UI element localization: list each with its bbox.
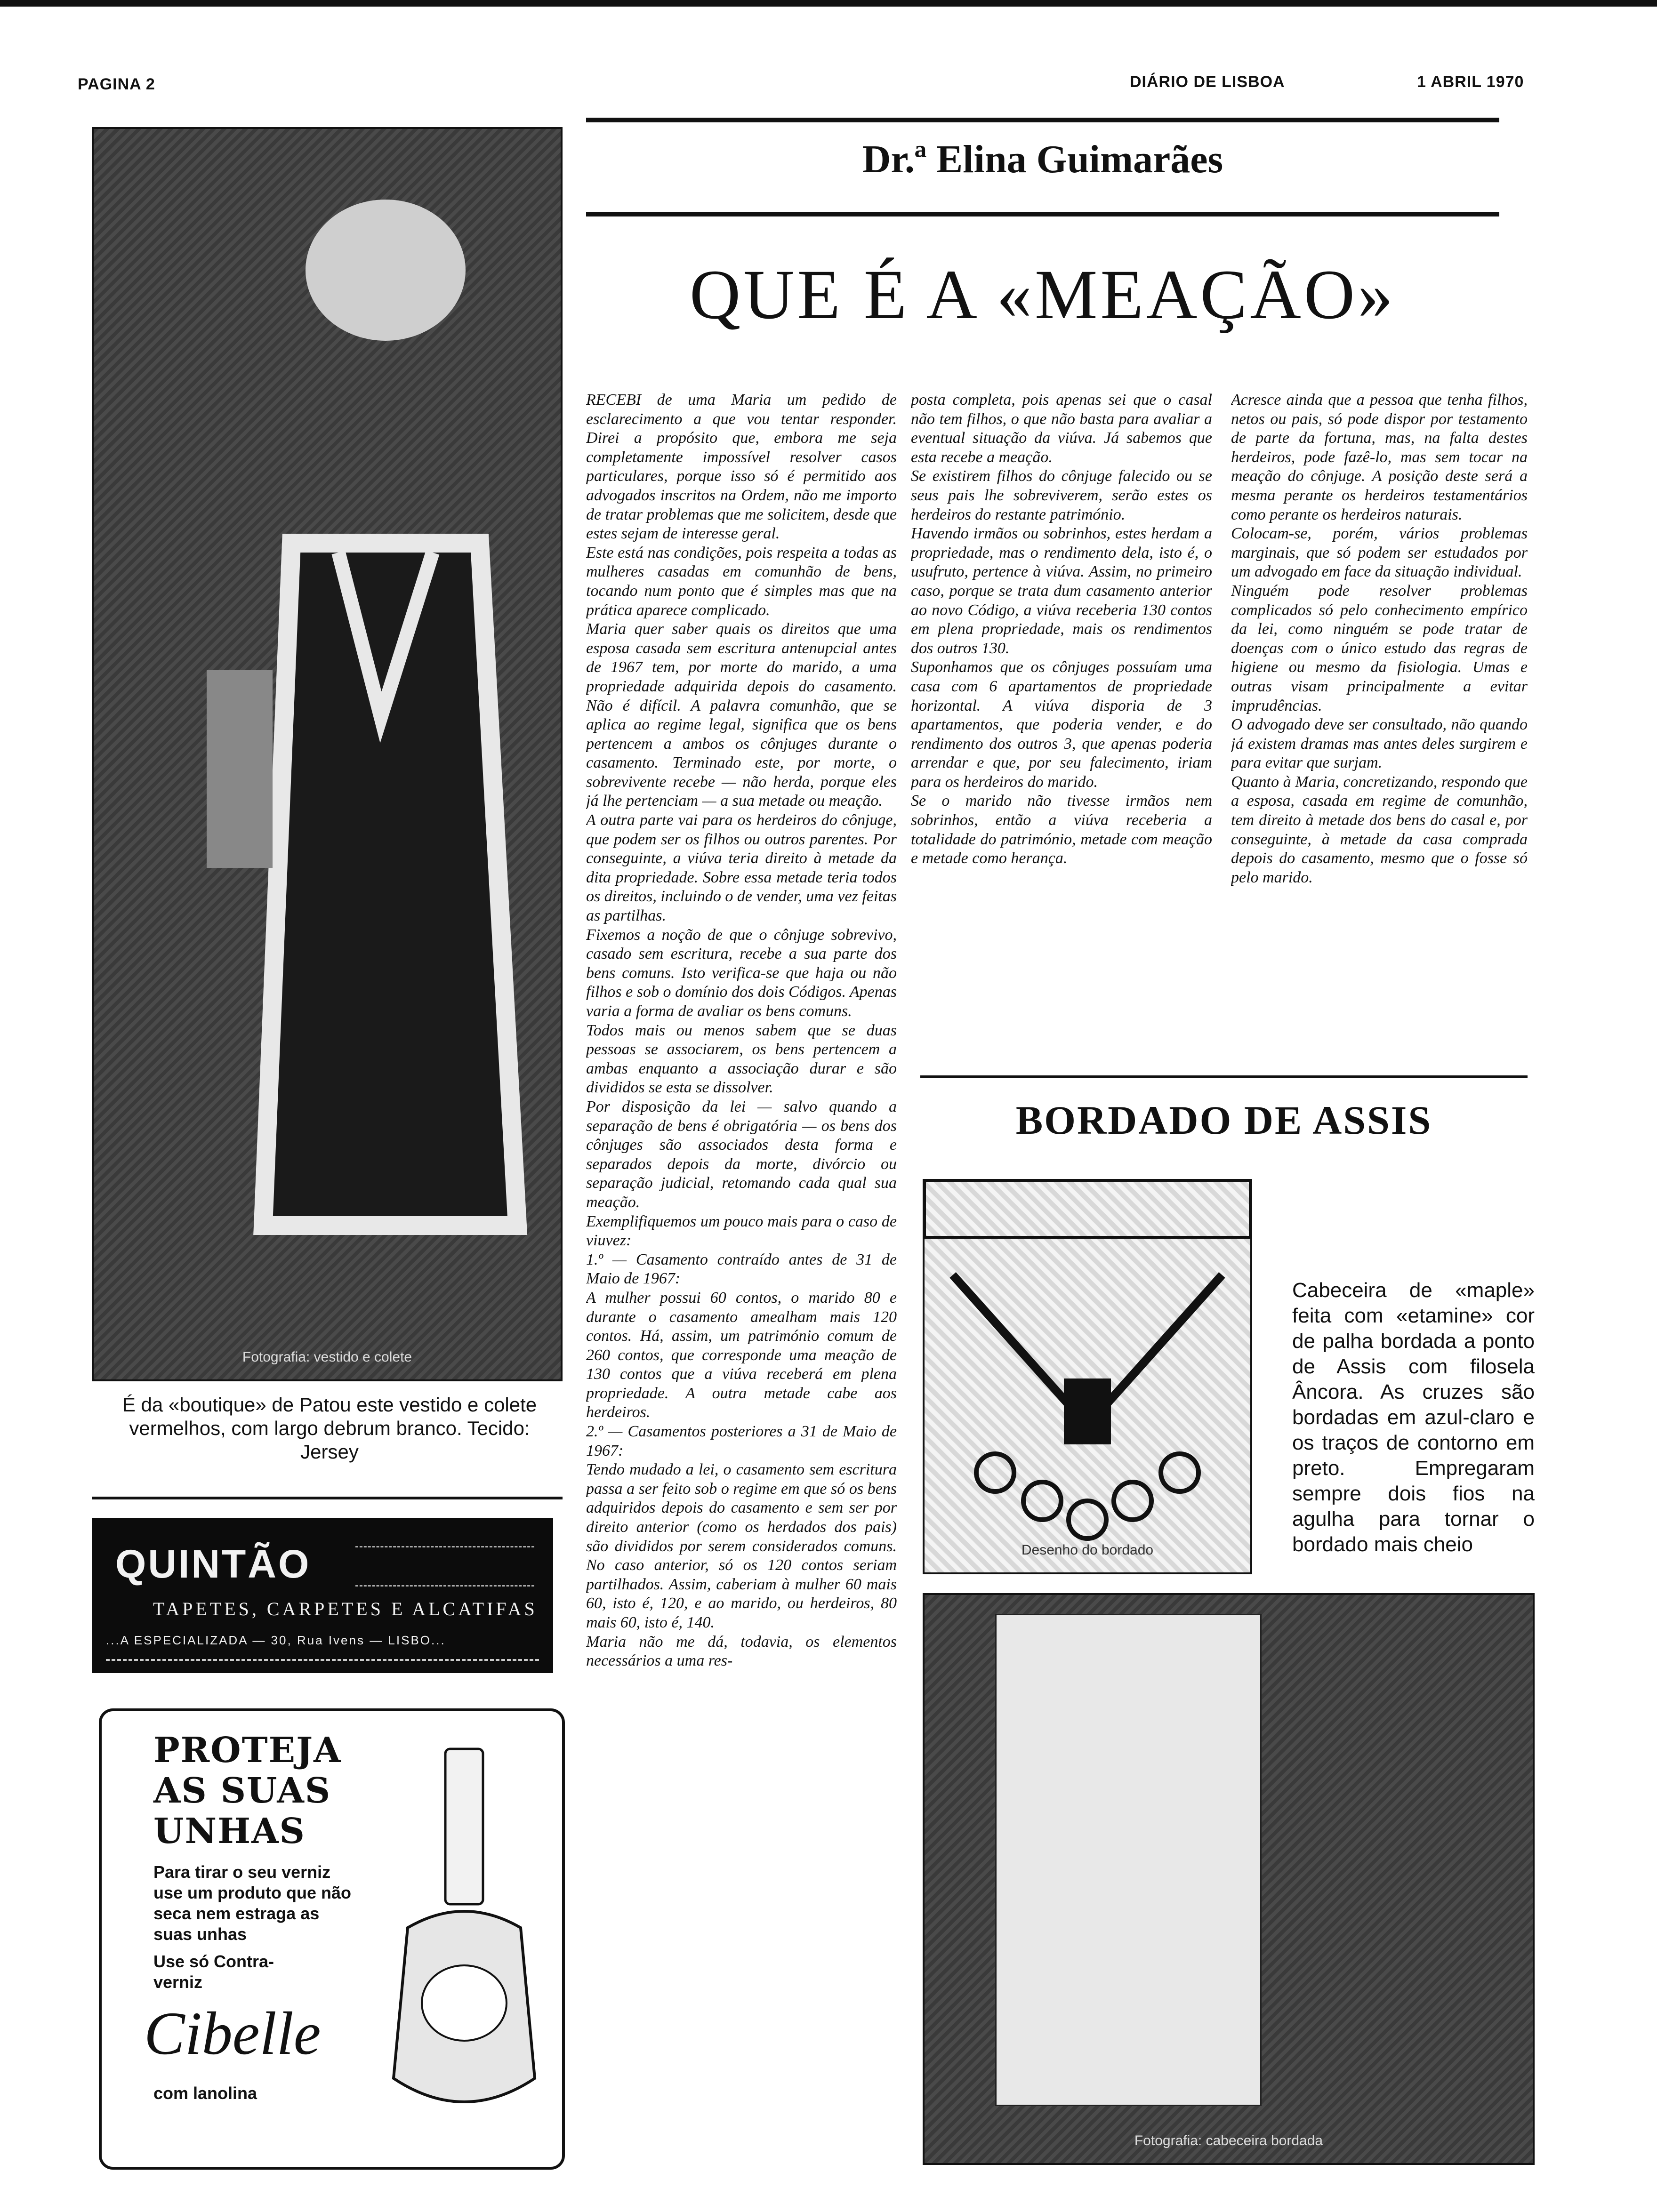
newspaper-name: DIÁRIO DE LISBOA bbox=[1130, 73, 1285, 91]
article-column-1: RECEBI de uma Maria um pedido de esclarecimento a que vou tentar responder. Direi a propósito que, embora me seja completamente impossível resolver casos particulares, porque isso só é permitido aos advogados inscritos na Ordem, não me importo de tratar problemas que me solicitem, desde que estes sejam de interesse geral. Este está nas condições, pois respeita a todas as mulheres casadas em comunhão de bens, tocando num ponto que é simples mas que na prática aparece complicado. Maria quer saber quais os direitos que uma esposa casada sem escritura antenupcial antes de 1967 tem, por morte do marido, a uma propriedade adquirida depois do casamento. Não é difícil. A palavra comunhão, que se aplica ao regime legal, significa que os bens pertencem a ambos os cônjuges durante o casamento. Terminado este, por morte, o sobrevivente recebe — não herda, porque eles já lhe pertenciam — a sua metade ou meação. A outra parte vai para os herdeiros do cônjuge, que podem ser os filhos ou outros parentes. Por conseguinte, a viúva teria direito à metade da dita propriedade. Sobre essa metade teria todos os direitos, incluindo o de vender, uma vez feitas as partilhas. Fixemos a noção de que o cônjuge sobrevivo, casado sem escritura, recebe a sua parte dos bens comuns. Isto verifica-se que haja ou não filhos e sob o domínio dos dois Códigos. Apenas varia a forma de avaliar os bens comuns. Todos mais ou menos sabem que se duas pessoas se associarem, os bens pertencem a ambas enquanto a associação durar e são divididos se esta se dissolver. Por disposição da lei — salvo quando a separação de bens é obrigatória — os bens dos cônjuges são associados desta forma e separados depois da morte, divórcio ou separação judicial, retomando cada qual sua meação. Exemplifiquemos um pouco mais para o caso de viuvez: 1.º — Casamento contraído antes de 31 de Maio de 1967: A mulher possui 60 contos, o marido 80 e durante o casamento amealham mais 120 contos. Há, assim, um património comum de 260 contos, que corresponde uma meação de 130 contos que a viúva receberá em plena propriedade. A outra metade cabe aos herdeiros. 2.º — Casamentos posteriores a 31 de Maio de 1967: Tendo mudado a lei, o casamento sem escritura passa a ser feito sob o regime em que só os bens adquiridos depois do casamento e sem ser por direito anterior (como os herdados dos pais) são divididos por serem considerados comuns. No caso anterior, só os 120 contos seriam partilhados. Assim, caberiam à mulher 60 mais 60, isto é, 120, e ao marido, ou herdeiros, 80 mais 60, isto é, 140. Maria não me dá, todavia, os elementos necessários a uma res- bbox=[586, 391, 897, 1670]
cibelle-body: Para tirar o seu verniz use um produto que não seca nem estraga as suas unhas bbox=[153, 1862, 351, 1944]
quintao-name: QUINTÃO bbox=[115, 1542, 311, 1586]
cibelle-headline-3: UNHAS bbox=[153, 1811, 306, 1851]
section-rule bbox=[920, 1075, 1528, 1078]
bordado-caption: Cabeceira de «maple» feita com «etamine» cor de palha bordada a ponto de Assis com filosela Âncora. As cruzes são bordadas em azul-claro e os traços de contorno em preto. Empregaram sempre dois fios na agulha para tornar o bordado mais cheio bbox=[1292, 1279, 1535, 1556]
article-column-2: posta completa, pois apenas sei que o casal não tem filhos, o que não basta para avaliar a eventual situação da viúva. Já sabemos que esta recebe a meação. Se existirem filhos do cônjuge falecido ou se seus pais lhe sobreviverem, serão estes os herdeiros do restante património. Havendo irmãos ou sobrinhos, estes herdam a propriedade, mas o rendimento dela, isto é, o usufruto, pertence à viúva. Assim, no primeiro caso, porque se trata dum casamento anterior ao novo Código, a viúva receberia 130 contos em plena propriedade, mais os rendimentos dos outros 130. Suponhamos que os cônjuges possuíam uma casa com 6 apartamentos de propriedade horizontal. A viúva disporia de 3 apartamentos, que poderia vender, e do rendimento dos outros 3, que apenas poderia arrendar e que, por seu falecimento, iriam para os herdeiros do marido. Se o marido não tivesse irmãos nem sobrinhos, então a viúva receberia a totalidade do património, metade com meação e metade como herança. bbox=[911, 391, 1212, 867]
embroidery-photo-label: Fotografia: cabeceira bordada bbox=[1134, 2133, 1323, 2148]
quintao-address: ...A ESPECIALIZADA — 30, Rua Ivens — LISBO... bbox=[106, 1633, 446, 1647]
ad-cibelle bbox=[99, 1708, 565, 2170]
embroidery-pattern-drawing bbox=[925, 1181, 1250, 1572]
article-author: Dr.ª Elina Guimarães bbox=[862, 137, 1223, 181]
cibelle-headline-1: PROTEJA bbox=[153, 1730, 342, 1771]
embroidery-pattern bbox=[923, 1179, 1252, 1574]
quintao-subtitle: TAPETES, CARPETES E ALCATIFAS bbox=[153, 1598, 538, 1619]
left-rule bbox=[92, 1497, 563, 1499]
ad-quintao bbox=[92, 1518, 553, 1673]
dress-silhouette bbox=[94, 129, 561, 1379]
quintao-fine-print bbox=[355, 1546, 534, 1587]
top-border bbox=[0, 0, 1657, 7]
cibelle-brand: Cibelle bbox=[144, 2000, 321, 2068]
article-title: QUE É A «MEAÇÃO» bbox=[689, 256, 1396, 334]
fashion-caption: É da «boutique» de Patou este vestido e colete vermelhos, com largo debrum branco. Tecido: Jersey bbox=[122, 1394, 537, 1463]
cibelle-use: Use só Contra-verniz bbox=[153, 1952, 274, 1992]
cibelle-footer: com lanolina bbox=[153, 2084, 257, 2103]
article-column-3: Acresce ainda que a pessoa que tenha filhos, netos ou pais, só pode dispor por testamento de parte da fortuna, mas, na falta destes herdeiros, pode fazê-lo, mas sem tocar na meação do cônjuge. A posição deste será a mesma perante os herdeiros testamentários como perante os herdeiros naturais. Colocam-se, porém, vários problemas marginais, que só podem ser estudados por um advogado em face da situação individual. Ninguém pode resolver problemas complicados só pelo conhecimento empírico da lei, como ninguém se pode tratar de doenças com o único estudo das regras de higiene ou mesmo da fisiologia. Umas e outras visam principalmente a evitar imprudências. O advogado deve ser consultado, não quando já existem dramas mas antes deles surgirem e para evitar que surjam. Quanto à Maria, concretizando, respondo que a esposa, casada em regime de comunhão, tem direito à metade dos bens do casal e, por conseguinte, à metade da casa comprada depois do casamento, mesmo que o fosse só pelo marido. bbox=[1231, 391, 1528, 886]
page-number: PAGINA 2 bbox=[78, 75, 155, 93]
fashion-photo-label: Fotografia: vestido e colete bbox=[242, 1349, 412, 1365]
embroidery-pattern-label: Desenho do bordado bbox=[1021, 1542, 1154, 1558]
quintao-dash-rule bbox=[106, 1659, 539, 1661]
author-rule bbox=[586, 212, 1499, 216]
fashion-photo bbox=[92, 127, 563, 1381]
header-rule bbox=[586, 118, 1499, 122]
nail-polish-bottle-icon bbox=[379, 1739, 549, 2144]
issue-date: 1 ABRIL 1970 bbox=[1417, 73, 1524, 91]
bordado-title: BORDADO DE ASSIS bbox=[1015, 1098, 1432, 1143]
embroidery-photo bbox=[923, 1593, 1535, 2165]
embroidered-cloth bbox=[995, 1614, 1262, 2106]
cibelle-headline-2: AS SUAS bbox=[153, 1771, 331, 1811]
